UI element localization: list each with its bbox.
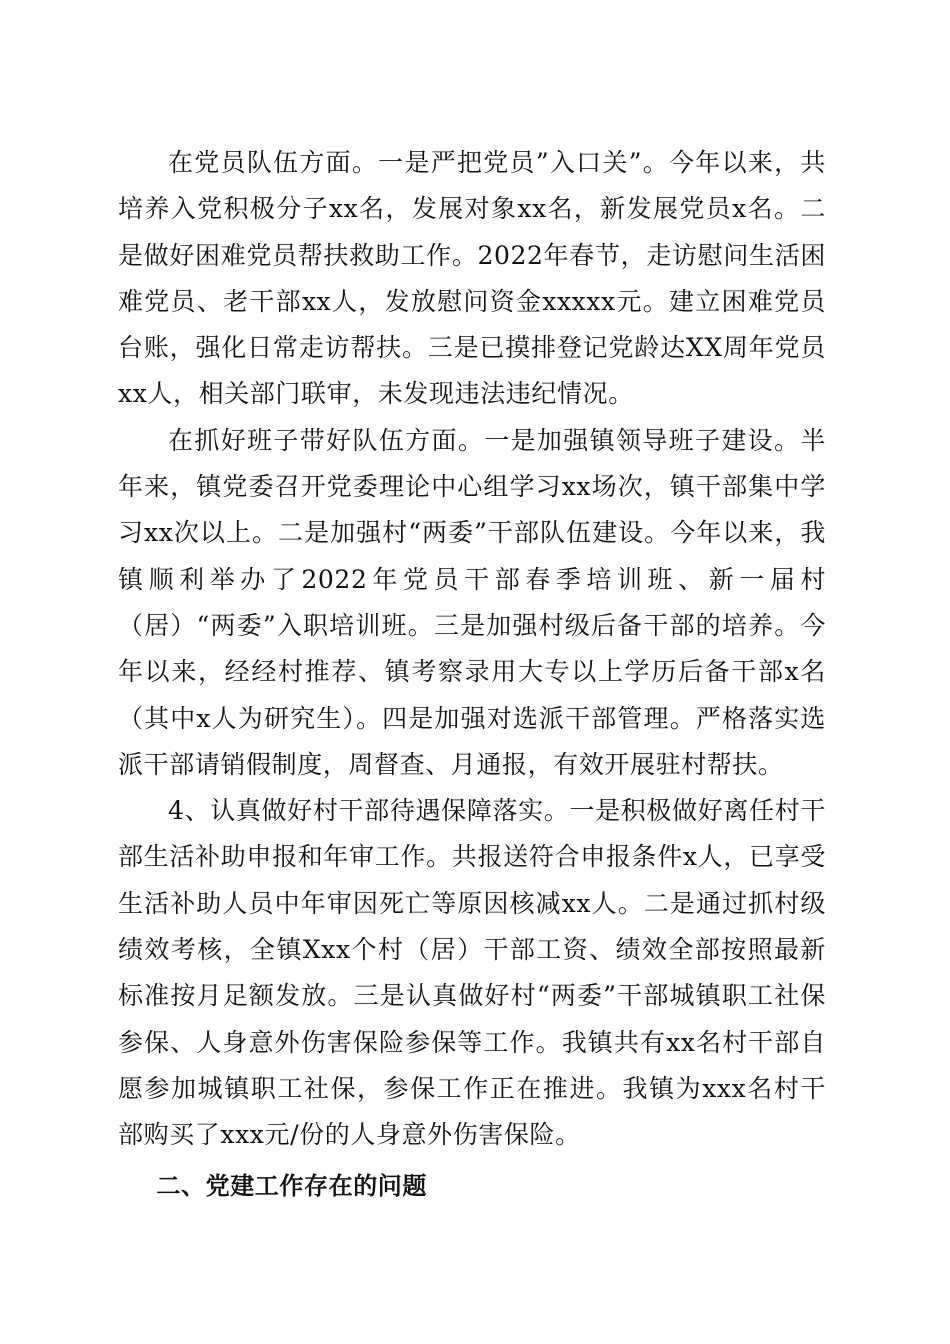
section-heading: 二、党建工作存在的问题 (156, 1171, 427, 1200)
paragraph-leadership-team: 在抓好班子带好队伍方面。一是加强镇领导班子建设。半年来，镇党委召开党委理论中心组学习xx场次，镇干部集中学习xx次以上。二是加强村“两委”干部队伍建设。今年以来，我镇顺利举办了2022年党员干部春季培训班、新一届村（居）“两委”入职培训班。三是加强村级后备干部的培养。今年以来，经经村推荐、镇考察录用大专以上学历后备干部x名（其中x人为研究生）。四是加强对选派干部管理。严格落实选派干部请销假制度，周督查、月通报，有效开展驻村帮扶。 (118, 425, 826, 779)
paragraph-village-cadre-benefits: 4、认真做好村干部待遇保障落实。一是积极做好离任村干部生活补助申报和年审工作。共报送符合申报条件x人，已享受生活补助人员中年审因死亡等原因核减xx人。二是通过抓村级绩效考核，全镇Xxx个村（居）干部工资、绩效全部按照最新标准按月足额发放。三是认真做好村“两委”干部城镇职工社保参保、人身意外伤害保险参保等工作。我镇共有xx名村干部自愿参加城镇职工社保，参保工作正在推进。我镇为xxx名村干部购买了xxx元/份的人身意外伤害保险。 (118, 796, 826, 1150)
document-body (118, 140, 826, 1209)
paragraph-party-members: 在党员队伍方面。一是严把党员”入口关”。今年以来，共培养入党积极分子xx名，发展对象xx名，新发展党员x名。二是做好困难党员帮扶救助工作。2022年春节，走访慰问生活困难党员、老干部xx人，发放慰问资金xxxxx元。建立困难党员台账，强化日常走访帮扶。三是已摸排登记党龄达XX周年党员xx人，相关部门联审，未发现违法违纪情况。 (118, 148, 826, 409)
